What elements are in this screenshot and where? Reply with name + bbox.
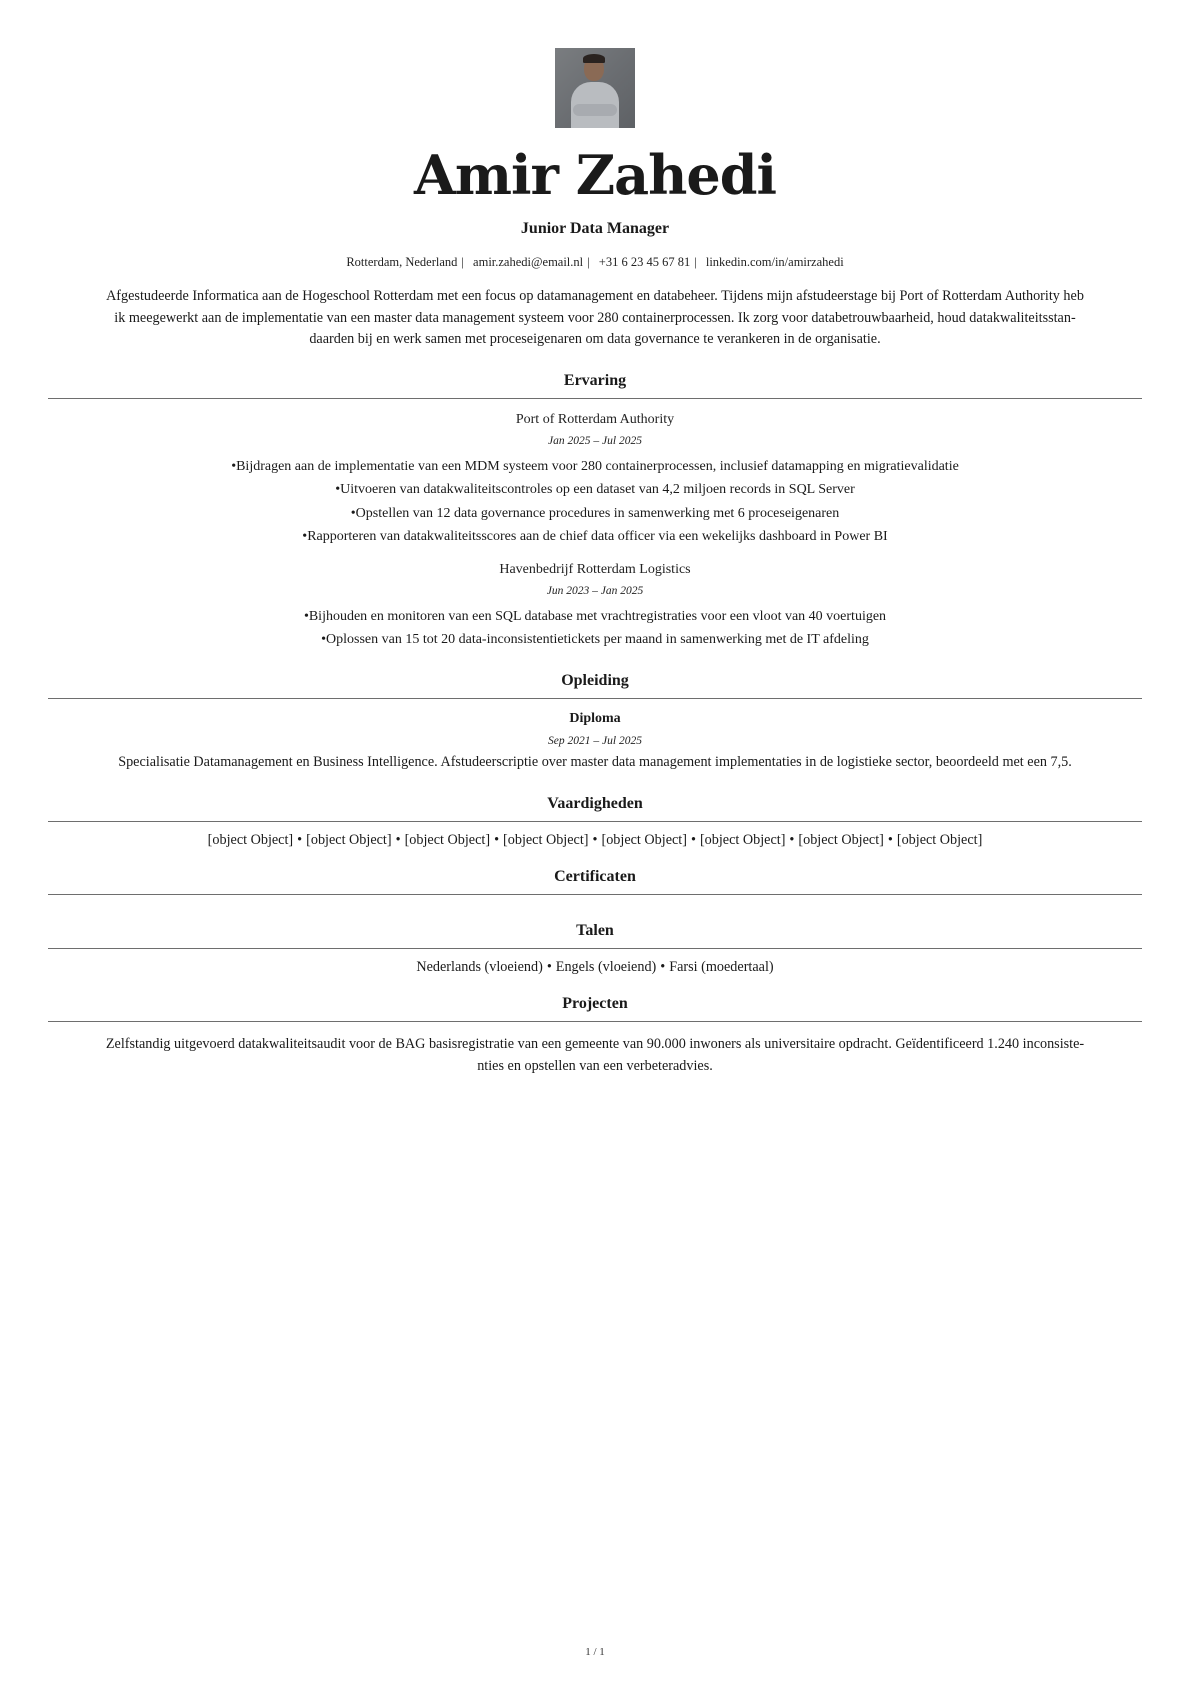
contact-separator: | (694, 255, 697, 269)
job-bullet: • Bijhouden en monitoren van een SQL database met vrachtregistraties voor een vloot van 40 voertuigen (48, 605, 1142, 628)
job-dates: Jun 2023 – Jan 2025 (546, 585, 644, 597)
section-heading-languages: Talen (576, 922, 614, 939)
job-company: Port of Rotterdam Authority (515, 412, 675, 427)
section-divider (48, 948, 1142, 949)
section-heading-certificates: Certificaten (554, 868, 636, 885)
education-degree: Diploma (569, 711, 621, 726)
contact-phone[interactable]: +31 6 23 45 67 81 (598, 255, 691, 269)
section-divider (48, 1021, 1142, 1022)
bullet-separator: • (592, 832, 598, 848)
language-item: Farsi (moedertaal) (669, 959, 774, 975)
profile-photo (555, 48, 635, 128)
job-bullet: • Opstellen van 12 data governance procedures in samenwerking met 6 proceseigenaren (48, 502, 1142, 525)
education-dates: Sep 2021 – Jul 2025 (548, 735, 642, 747)
section-heading-skills: Vaardigheden (547, 795, 643, 812)
job-bullets (48, 605, 1142, 652)
skill-item: [object Object] (306, 832, 392, 848)
job-company: Havenbedrijf Rotterdam Logistics (499, 562, 691, 577)
language-item: Nederlands (vloeiend) (416, 959, 543, 975)
section-divider (48, 894, 1142, 895)
skills-list (48, 830, 1142, 852)
skill-item: [object Object] (896, 832, 983, 848)
contact-line (48, 255, 1142, 270)
skill-item: [object Object] (699, 832, 786, 848)
summary-line: ik meegewerkt aan de implementatie van een master data management systeem voor 280 containerprocessen. Ik zorg voor databetrouwbaarheid, houd datakwaliteitsstan- (114, 309, 1076, 326)
contact-linkedin[interactable]: linkedin.com/in/amirzahedi (705, 255, 844, 269)
page-indicator: 1 / 1 (585, 1646, 605, 1658)
bullet-separator: • (546, 959, 552, 975)
contact-email[interactable]: amir.zahedi@email.nl (473, 255, 584, 269)
job-title: Junior Data Manager (520, 220, 670, 237)
project-description (48, 1034, 1142, 1077)
skill-item: [object Object] (503, 832, 589, 848)
job-dates: Jan 2025 – Jul 2025 (548, 435, 642, 447)
bullet-separator: • (887, 832, 893, 848)
bullet-separator: • (690, 832, 696, 848)
section-heading-experience: Ervaring (563, 372, 627, 389)
summary-line: Afgestudeerde Informatica aan de Hogeschool Rotterdam met een focus op datamanagement en databeheer. Tijdens mijn afstudeerstage bij Port of Rotterdam Authority heb (106, 288, 1084, 304)
section-divider (48, 698, 1142, 699)
profile-summary (48, 286, 1142, 351)
section-heading-projects: Projecten (562, 995, 628, 1012)
bullet-separator: • (494, 832, 500, 848)
skill-item: [object Object] (798, 832, 884, 848)
skill-item: [object Object] (601, 832, 687, 848)
candidate-name: Amir Zahedi (413, 143, 777, 207)
bullet-separator: • (789, 832, 795, 848)
section-divider (48, 398, 1142, 399)
bullet-separator: • (660, 959, 666, 975)
languages-list (48, 957, 1142, 979)
contact-location: Rotterdam, Nederland (346, 255, 458, 269)
job-bullet: • Rapporteren van datakwaliteitsscores aan de chief data officer via een wekelijks dashboard in Power BI (48, 525, 1142, 548)
section-divider (48, 821, 1142, 822)
job-bullet: • Uitvoeren van datakwaliteitscontroles op een dataset van 4,2 miljoen records in SQL Server (48, 478, 1142, 501)
summary-line: daarden bij en werk samen met proceseigenaren om data governance te verankeren in de organisatie. (309, 331, 881, 347)
bullet-separator: • (297, 832, 303, 848)
project-line: nties en opstellen van een verbeteradvies. (477, 1057, 713, 1074)
project-line: Zelfstandig uitgevoerd datakwaliteitsaudit voor de BAG basisregistratie van een gemeente van 90.000 inwoners als universitaire opdracht. Geïdentificeerd 1.240 inconsiste- (105, 1036, 1085, 1052)
job-bullets (48, 455, 1142, 548)
contact-separator: | (461, 255, 464, 269)
section-heading-education: Opleiding (561, 672, 629, 689)
skill-item: [object Object] (404, 832, 491, 848)
job-bullet: • Bijdragen aan de implementatie van een MDM systeem voor 280 containerprocessen, inclusief datamapping en migratievalidatie (48, 455, 1142, 478)
language-item: Engels (vloeiend) (555, 959, 657, 975)
photo-hair-shape (583, 54, 605, 63)
photo-arms-shape (573, 104, 617, 116)
job-bullet: • Oplossen van 15 tot 20 data-inconsistentietickets per maand in samenwerking met de IT afdeling (48, 628, 1142, 651)
skill-item: [object Object] (207, 832, 294, 848)
contact-separator: | (587, 255, 590, 269)
education-description: Specialisatie Datamanagement en Business Intelligence. Afstudeerscriptie over master data management implementaties in de logistieke sector, beoordeeld met een 7,5. (118, 754, 1072, 770)
bullet-separator: • (395, 832, 401, 848)
